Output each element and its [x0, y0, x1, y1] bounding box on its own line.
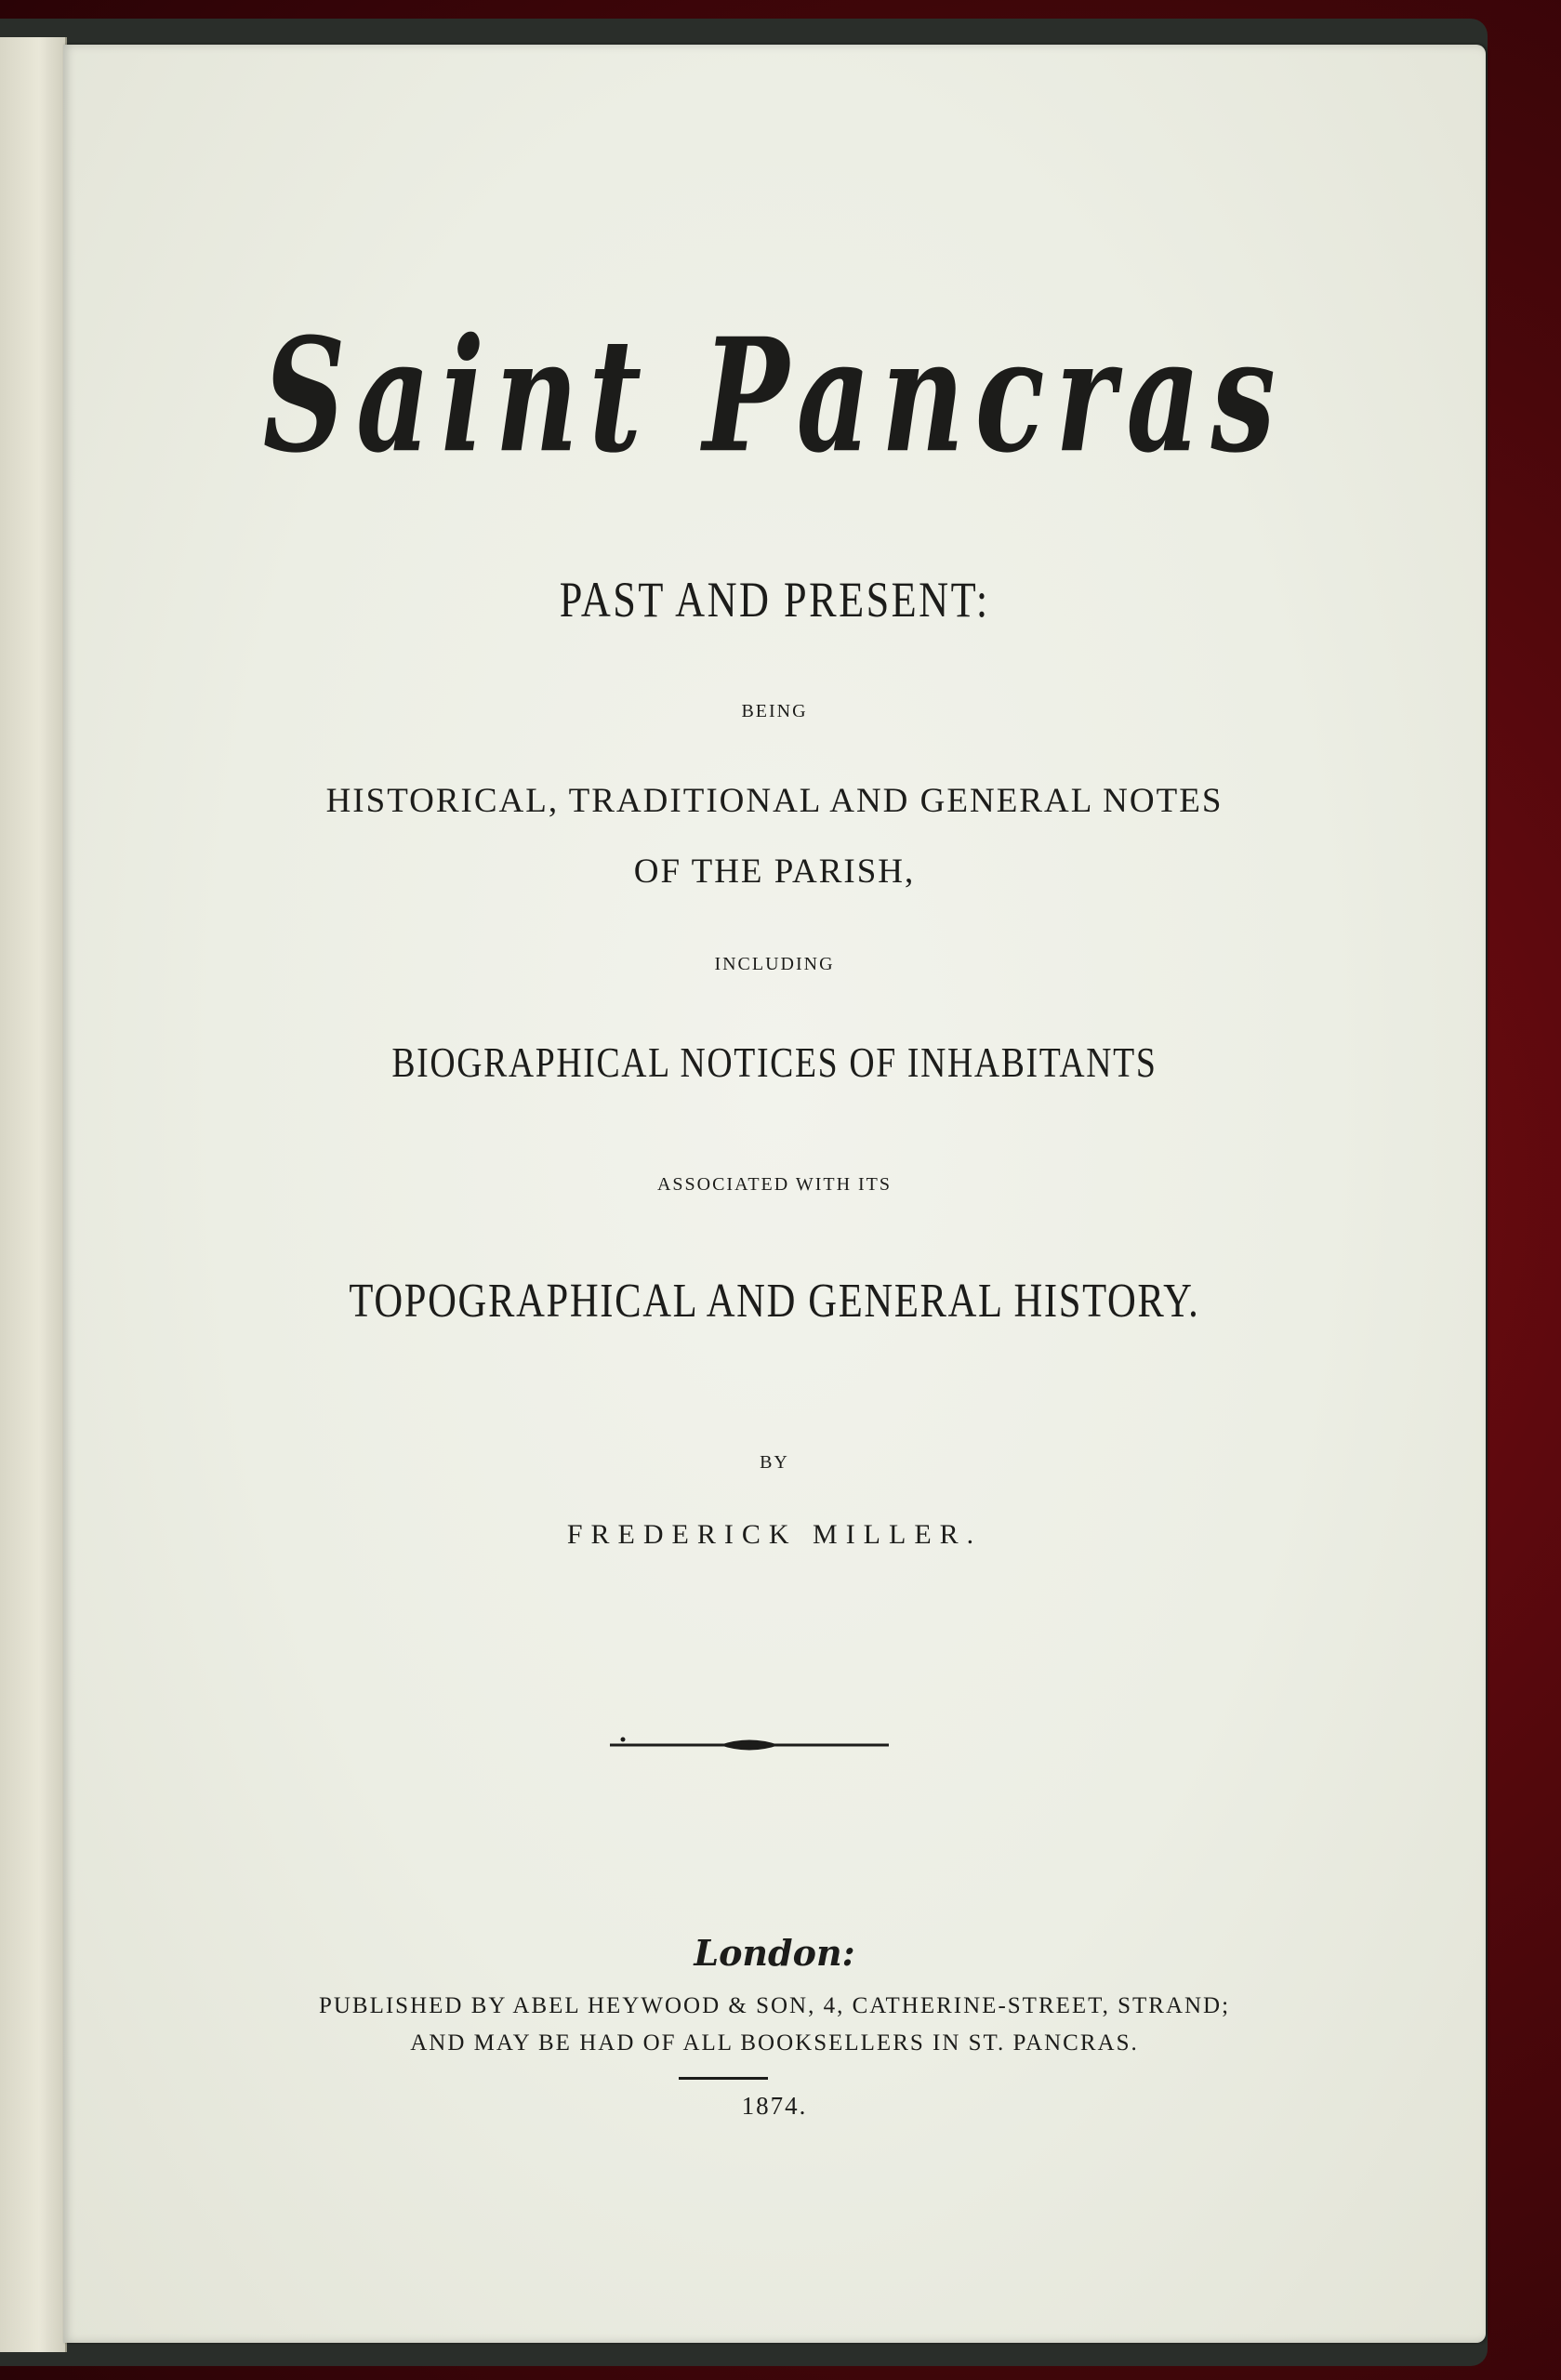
publication-year: 1874. [741, 2092, 808, 2120]
publisher-line-2: AND MAY BE HAD OF ALL BOOKSELLERS IN ST. PANCRAS. [410, 2030, 1139, 2056]
book-title: Saint Pancras [262, 304, 1287, 488]
being-label: BEING [741, 701, 808, 721]
year-rule [679, 2077, 768, 2080]
title-page [63, 45, 1486, 2343]
including-label: INCLUDING [714, 954, 835, 974]
author-name: FREDERICK MILLER. [566, 1519, 983, 1550]
notes-line-1: HISTORICAL, TRADITIONAL AND GENERAL NOTES [325, 782, 1224, 820]
by-label: BY [760, 1452, 789, 1473]
notes-line-2: OF THE PARISH, [633, 853, 916, 891]
publication-city: London: [694, 1932, 855, 1974]
publisher-line-1: PUBLISHED BY ABEL HEYWOOD & SON, 4, CATHERINE-STREET, STRAND; [318, 1993, 1231, 2018]
book-subtitle: PAST AND PRESENT: [559, 572, 990, 628]
previous-page-edge [0, 37, 67, 2352]
biographical-line: BIOGRAPHICAL NOTICES OF INHABITANTS [391, 1038, 1158, 1086]
topographical-line: TOPOGRAPHICAL AND GENERAL HISTORY. [349, 1275, 1200, 1328]
ornamental-rule [610, 1731, 889, 1759]
associated-label: ASSOCIATED WITH ITS [656, 1174, 893, 1195]
